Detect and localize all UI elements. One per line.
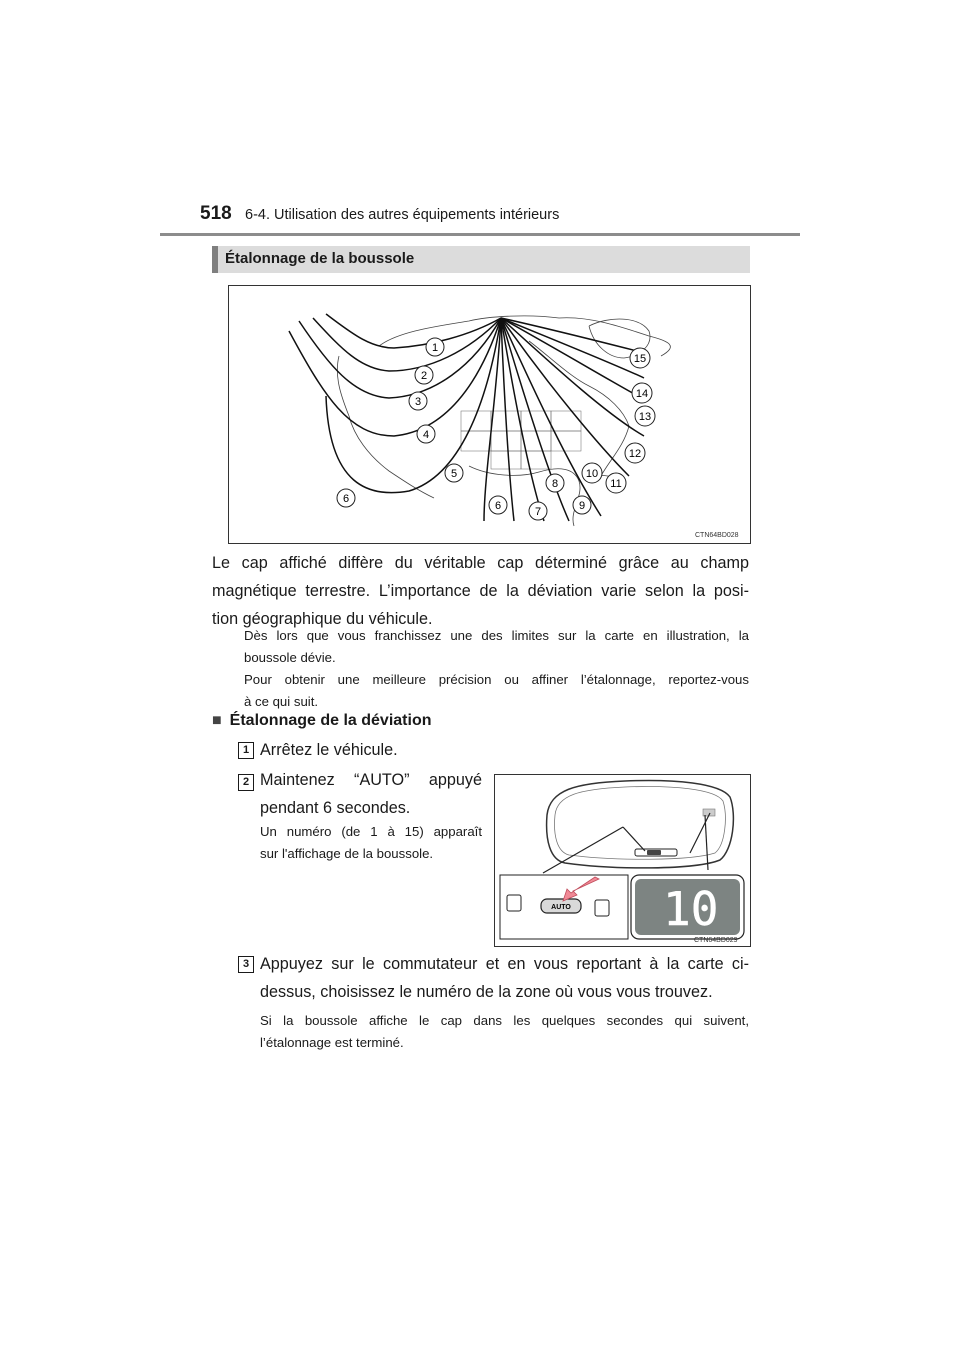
zone-label-15-text: 15: [633, 353, 647, 365]
step-3-note: [260, 1010, 749, 1054]
mirror-figure-code: CTN64BD029: [694, 937, 738, 944]
zone-label-5-text: 5: [450, 468, 458, 480]
step-3-note-line-1: Si la boussole affiche le cap dans les quelques secondes qui suivent,: [260, 1013, 749, 1028]
zone-label-1: [426, 338, 444, 356]
right-button: [595, 900, 609, 916]
step-2-text: [260, 766, 482, 822]
compass-display-value: 10: [663, 882, 719, 936]
zone-label-9: [573, 496, 591, 514]
step-3-number: 3: [238, 956, 254, 973]
zone-line-g: [501, 318, 514, 521]
map-figure-code: CTN64BD028: [695, 532, 739, 539]
zone-label-6-east-text: 6: [494, 500, 502, 512]
step-1-text: Arrêtez le véhicule.: [260, 741, 398, 759]
zone-label-6-west-text: 6: [342, 493, 350, 505]
intro-line-3: tion géographique du véhicule.: [212, 610, 433, 628]
compass-zone-map: [229, 286, 750, 543]
zone-label-5: [445, 464, 463, 482]
zone-line-f: [484, 318, 501, 521]
zone-label-13-text: 13: [638, 411, 652, 423]
zone-label-12: [625, 443, 645, 463]
heading-accent: [212, 246, 218, 273]
auto-button-label: AUTO: [551, 904, 571, 911]
zone-label-14: [632, 383, 652, 403]
zone-label-2-text: 2: [420, 370, 428, 382]
zone-line-c: [299, 318, 501, 398]
step-2-line-2: pendant 6 secondes.: [260, 799, 411, 817]
zone-label-11-text: 11: [610, 478, 622, 490]
section-title: 6-4. Utilisation des autres équipements intérieurs: [245, 207, 560, 223]
zone-label-7-text: 7: [534, 506, 542, 518]
zone-label-1-text: 1: [431, 342, 439, 354]
note2-line-1: Pour obtenir une meilleure précision ou affiner l’étalonnage, reportez-vous: [244, 672, 749, 687]
zone-label-4: [417, 425, 435, 443]
section-heading-text: Étalonnage de la boussole: [225, 250, 415, 267]
header-rule: [160, 233, 800, 236]
zone-label-11: [606, 473, 626, 493]
zone-label-9-text: 9: [578, 500, 586, 512]
step-2-line-1: Maintenez “AUTO” appuyé: [260, 771, 482, 789]
step-3-note-line-2: l’étalonnage est terminé.: [260, 1035, 404, 1050]
zone-label-14-text: 14: [635, 388, 649, 400]
zone-label-6-east: [489, 496, 507, 514]
zone-label-15: [630, 348, 650, 368]
zone-label-3: [409, 392, 427, 410]
zone-label-10: [582, 463, 602, 483]
zone-label-10-text: 10: [585, 468, 599, 480]
zone-label-4-text: 4: [422, 429, 430, 441]
subsection-heading: [212, 712, 432, 730]
zone-label-8: [546, 474, 564, 492]
step-3-line-1: Appuyez sur le commutateur et en vous reportant à la carte ci-: [260, 955, 749, 973]
zone-label-6-west: [337, 489, 355, 507]
zone-line-d: [289, 318, 501, 436]
zone-label-3-text: 3: [414, 396, 422, 408]
compass-zone-map-figure: [228, 285, 751, 544]
intro-paragraph: [212, 549, 749, 633]
step-2-note: [260, 821, 482, 865]
intro-line-1: Le cap affiché diffère du véritable cap déterminé grâce au champ: [212, 554, 749, 572]
zone-label-7: [529, 502, 547, 520]
subsection-title: Étalonnage de la déviation: [229, 712, 432, 729]
left-button: [507, 895, 521, 911]
zone-label-13: [635, 406, 655, 426]
step-2-note-line-2: sur l'affichage de la boussole.: [260, 846, 434, 861]
zone-label-2: [415, 366, 433, 384]
intro-line-2: magnétique terrestre. L’importance de la déviation varie selon la posi-: [212, 582, 749, 600]
step-2-number: 2: [238, 774, 254, 791]
note-deviation: [244, 625, 749, 713]
page-number: 518: [200, 203, 232, 224]
mirror-figure: [494, 774, 751, 947]
subsection-bullet: ■: [212, 712, 222, 729]
step-1-number: 1: [238, 742, 254, 759]
step-3-line-2: dessus, choisissez le numéro de la zone où vous vous trouvez.: [260, 983, 713, 1001]
step-3-text: [260, 950, 749, 1006]
step-2-note-line-1: Un numéro (de 1 à 15) apparaît: [260, 824, 482, 839]
note1-line-2: boussole dévie.: [244, 650, 336, 665]
zone-label-8-text: 8: [551, 478, 559, 490]
zone-label-12-text: 12: [628, 448, 642, 460]
mirror-illustration: [495, 775, 750, 946]
section-heading: [212, 246, 750, 273]
note1-line-1: Dès lors que vous franchissez une des limites sur la carte en illustration, la: [244, 628, 749, 643]
note2-line-2: à ce qui suit.: [244, 694, 319, 709]
